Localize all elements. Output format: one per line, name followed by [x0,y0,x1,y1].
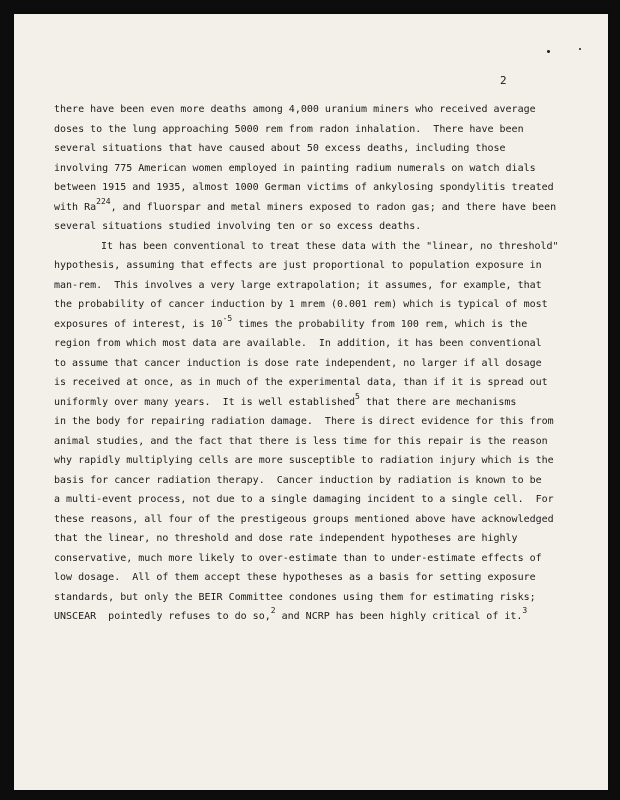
text-line [54,315,594,335]
text-line: why rapidly multiplying cells are more susceptible to radiation injury which is the [54,455,554,466]
text-segment: with Ra [54,201,97,213]
text-line [54,393,594,413]
text-line: standards, but only the BEIR Committee condones using them for estimating risks; [54,591,536,603]
text-segment: times the probability from 100 rem, which is the [232,318,528,330]
body-text [54,100,594,627]
text-segment: , and fluorspar and metal miners exposed to radon gas; and there have been [110,201,557,213]
text-line [54,607,594,627]
text-line: a multi-event process, not due to a single damaging incident to a single cell. For [54,494,554,505]
text-line: involving 775 American women employed in painting radium numerals on watch dials [54,162,536,174]
superscript-exponent: -5 [222,313,233,323]
text-line: conservative, much more likely to over-estimate than to under-estimate effects of [54,552,542,564]
text-line: is received at once, as in much of the experimental data, than if it is spread out [54,377,548,388]
text-line: hypothesis, assuming that effects are just proportional to population exposure in [54,260,542,271]
text-segment: that there are mechanisms [359,396,517,408]
text-line: region from which most data are available. In addition, it has been conventional [54,338,542,349]
text-line: to assume that cancer induction is dose rate independent, no larger if all dosage [54,357,542,369]
text-segment: and NCRP has been highly critical of it. [275,611,523,622]
paragraph-start-line: It has been conventional to treat these data with the "linear, no threshold" [101,240,559,252]
speck-mark [547,50,550,53]
text-line: between 1915 and 1935, almost 1000 German victims of ankylosing spondylitis treated [54,182,554,193]
text-line: doses to the lung approaching 5000 rem from radon inhalation. There have been [54,123,524,135]
text-line: animal studies, and the fact that there is less time for this repair is the reason [54,435,548,447]
text-line: several situations that have caused about 50 excess deaths, including those [54,143,506,154]
text-line [54,198,594,218]
text-line: that the linear, no threshold and dose rate independent hypotheses are highly [54,533,518,544]
document-page [14,14,608,790]
text-line: there have been even more deaths among 4,000 uranium miners who received average [54,104,536,115]
text-segment: uniformly over many years. It is well established [54,396,356,408]
footnote-ref-5: 5 [355,391,360,401]
footnote-ref-2: 2 [270,606,276,615]
text-line: these reasons, all four of the prestigeous groups mentioned above have acknowledged [54,513,554,525]
text-line: basis for cancer radiation therapy. Cancer induction by radiation is known to be [54,474,542,486]
text-segment: exposures of interest, is 10 [54,318,223,330]
text-line: in the body for repairing radiation damage. There is direct evidence for this from [54,416,554,427]
text-line: man-rem. This involves a very large extrapolation; it assumes, for example, that [54,279,542,291]
text-line: the probability of cancer induction by 1 mrem (0.001 rem) which is typical of most [54,299,548,310]
page-number: 2 [500,74,507,87]
footnote-ref-3: 3 [522,606,528,615]
superscript-isotope: 224 [96,196,111,206]
text-segment: UNSCEAR pointedly refuses to do so, [54,611,271,622]
text-line: low dosage. All of them accept these hypotheses as a basis for setting exposure [54,572,536,583]
text-line: several situations studied involving ten or so excess deaths. [54,221,422,232]
speck-mark [579,48,581,50]
